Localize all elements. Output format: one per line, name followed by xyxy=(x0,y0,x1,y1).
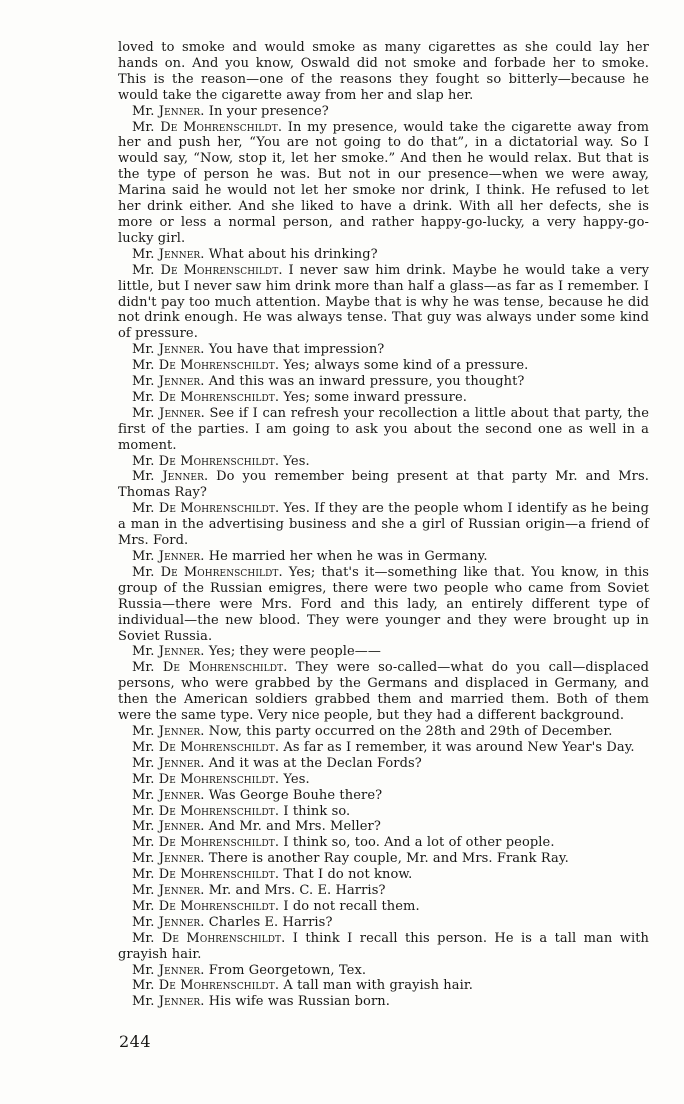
speaker-name: Mr. De Mohrenschildt. xyxy=(132,453,280,469)
speaker-name: Mr. Jenner. xyxy=(132,103,205,119)
dialogue-paragraph: Mr. Jenner. Mr. and Mrs. C. E. Harris? xyxy=(132,883,386,899)
dialogue-paragraph: Mr. De Mohrenschildt. I think so, too. And a lot of other people. xyxy=(132,835,555,851)
speaker-name: Mr. De Mohrenschildt. xyxy=(132,262,283,278)
dialogue-paragraph: Mr. Jenner. And this was an inward pressure, you thought? xyxy=(132,374,525,390)
speaker-name: Mr. Jenner. xyxy=(132,374,205,390)
dialogue-paragraph: Mr. Jenner. There is another Ray couple, Mr. and Mrs. Frank Ray. xyxy=(132,851,569,867)
dialogue-paragraph: Mr. De Mohrenschildt. Yes. xyxy=(132,771,310,787)
dialogue-paragraph: Mr. Jenner. In your presence? xyxy=(132,103,329,119)
speaker-name: Mr. Jenner. xyxy=(132,914,205,930)
speaker-name: Mr. De Mohrenschildt. xyxy=(132,835,280,851)
speaker-name: Mr. De Mohrenschildt. xyxy=(132,119,283,135)
dialogue-paragraph: Mr. Jenner. Now, this party occurred on the 28th and 29th of December. xyxy=(132,723,613,739)
speaker-name: Mr. De Mohrenschildt. xyxy=(132,803,280,819)
dialogue-paragraph: Mr. De Mohrenschildt. I never saw him drink. Maybe he would take a very little, but I never saw him drink more than half a glass—as far as I remember. I didn't pay too much attention. Maybe that is why he was tense, because he did not drink enough. He was always tense. That guy was always under some kind of pressure. xyxy=(118,262,650,342)
dialogue-paragraph: Mr. Jenner. Do you remember being present at that party Mr. and Mrs. Thomas Ray? xyxy=(118,469,649,501)
dialogue-paragraph: Mr. Jenner. See if I can refresh your recollection a little about that party, the first of the parties. I am going to ask you about the second one as well in a moment. xyxy=(118,405,649,453)
speaker-name: Mr. Jenner. xyxy=(132,994,205,1010)
dialogue-paragraph: Mr. De Mohrenschildt. That I do not know. xyxy=(132,867,413,883)
dialogue-paragraph: Mr. Jenner. And Mr. and Mrs. Meller? xyxy=(132,819,381,835)
speaker-name: Mr. Jenner. xyxy=(132,787,205,803)
dialogue-paragraph: Mr. Jenner. Was George Bouhe there? xyxy=(132,787,383,803)
speaker-name: Mr. De Mohrenschildt. xyxy=(132,739,280,755)
speaker-name: Mr. Jenner. xyxy=(132,883,205,899)
dialogue-paragraph: Mr. De Mohrenschildt. I do not recall them. xyxy=(132,898,420,914)
speaker-name: Mr. Jenner. xyxy=(132,342,205,358)
dialogue-paragraph: Mr. De Mohrenschildt. Yes; that's it—something like that. You know, in this group of the Russian emigres, there were two people who came from Soviet Russia—there were Mrs. Ford and this lady, an entirely different type of individual—the new blood. They were younger and they were brought up in Soviet Russia. xyxy=(118,564,649,644)
speaker-name: Mr. De Mohrenschildt. xyxy=(132,978,280,994)
dialogue-paragraph: Mr. Jenner. What about his drinking? xyxy=(132,246,378,262)
dialogue-paragraph: Mr. De Mohrenschildt. I think I recall this person. He is a tall man with grayish hair. xyxy=(118,930,650,962)
dialogue-paragraph: Mr. De Mohrenschildt. Yes. xyxy=(132,453,310,469)
speaker-name: Mr. Jenner. xyxy=(132,246,205,262)
dialogue-paragraph: Mr. Jenner. You have that impression? xyxy=(132,342,385,358)
speaker-name: Mr. Jenner. xyxy=(132,405,205,421)
speaker-name: Mr. Jenner. xyxy=(132,819,205,835)
speaker-name: Mr. Jenner. xyxy=(132,469,209,485)
dialogue-paragraph: Mr. De Mohrenschildt. A tall man with grayish hair. xyxy=(132,978,473,994)
dialogue-paragraph: Mr. De Mohrenschildt. Yes. If they are the people whom I identify as he being a man in the advertising business and she a girl of Russian origin—a friend of Mrs. Ford. xyxy=(118,501,649,549)
dialogue-paragraph: Mr. De Mohrenschildt. They were so-called—what do you call—displaced persons, who were grabbed by the Germans and displaced in Germany, and then the American soldiers grabbed them and married them. Both of them were the same type. Very nice people, but they had a different background. xyxy=(118,660,649,724)
dialogue-paragraph: Mr. Jenner. From Georgetown, Tex. xyxy=(132,962,367,978)
testimony-text xyxy=(118,40,649,1010)
dialogue-paragraph: Mr. Jenner. He married her when he was in Germany. xyxy=(132,549,488,564)
speaker-name: Mr. De Mohrenschildt. xyxy=(132,660,288,676)
speaker-name: Mr. De Mohrenschildt. xyxy=(132,771,280,787)
speaker-name: Mr. De Mohrenschildt. xyxy=(132,867,280,883)
speaker-name: Mr. De Mohrenschildt. xyxy=(132,930,286,946)
speaker-name: Mr. De Mohrenschildt. xyxy=(132,564,283,580)
speaker-name: Mr. De Mohrenschildt. xyxy=(132,389,280,405)
speaker-name: Mr. Jenner. xyxy=(132,755,205,771)
speaker-name: Mr. De Mohrenschildt. xyxy=(132,898,280,914)
dialogue-paragraph: Mr. Jenner. His wife was Russian born. xyxy=(132,994,391,1010)
speaker-name: Mr. Jenner. xyxy=(132,644,205,660)
dialogue-paragraph: Mr. Jenner. Yes; they were people—— xyxy=(132,644,381,660)
speaker-name: Mr. Jenner. xyxy=(132,851,205,867)
speaker-name: Mr. Jenner. xyxy=(132,549,205,564)
dialogue-paragraph: Mr. De Mohrenschildt. Yes; some inward pressure. xyxy=(132,389,468,405)
speaker-name: Mr. De Mohrenschildt. xyxy=(132,501,280,517)
speaker-name: Mr. Jenner. xyxy=(132,962,205,978)
dialogue-paragraph: Mr. De Mohrenschildt. In my presence, would take the cigarette away from her and push her, “You are not going to do that”, in a dictatorial way. So I would say, “Now, stop it, let her smoke.” And then he would relax. But that is the type of person he was. But not in our presence—when we were away, Marina said he would not let her smoke nor drink, I think. He refused to let her drink either. And she liked to have a drink. With all her defects, she is more or less a normal person, and rather happy-go-lucky, a very happy-go-lucky girl. xyxy=(118,119,649,246)
speaker-name: Mr. Jenner. xyxy=(132,723,205,739)
dialogue-paragraph: Mr. Jenner. Charles E. Harris? xyxy=(132,914,333,930)
page-number: 244 xyxy=(119,1032,152,1051)
dialogue-paragraph: loved to smoke and would smoke as many cigarettes as she could lay her hands on. And you know, Oswald did not smoke and forbade her to smoke. This is the reason—one of the reasons they fought so bitterly—because he would take the cigarette away from her and slap her. xyxy=(118,40,649,103)
dialogue-paragraph: Mr. De Mohrenschildt. I think so. xyxy=(132,803,351,819)
dialogue-paragraph: Mr. De Mohrenschildt. Yes; always some kind of a pressure. xyxy=(132,358,529,374)
speaker-name: Mr. De Mohrenschildt. xyxy=(132,358,280,374)
dialogue-paragraph: Mr. De Mohrenschildt. As far as I remember, it was around New Year's Day. xyxy=(132,739,635,755)
dialogue-paragraph: Mr. Jenner. And it was at the Declan Fords? xyxy=(132,755,422,771)
